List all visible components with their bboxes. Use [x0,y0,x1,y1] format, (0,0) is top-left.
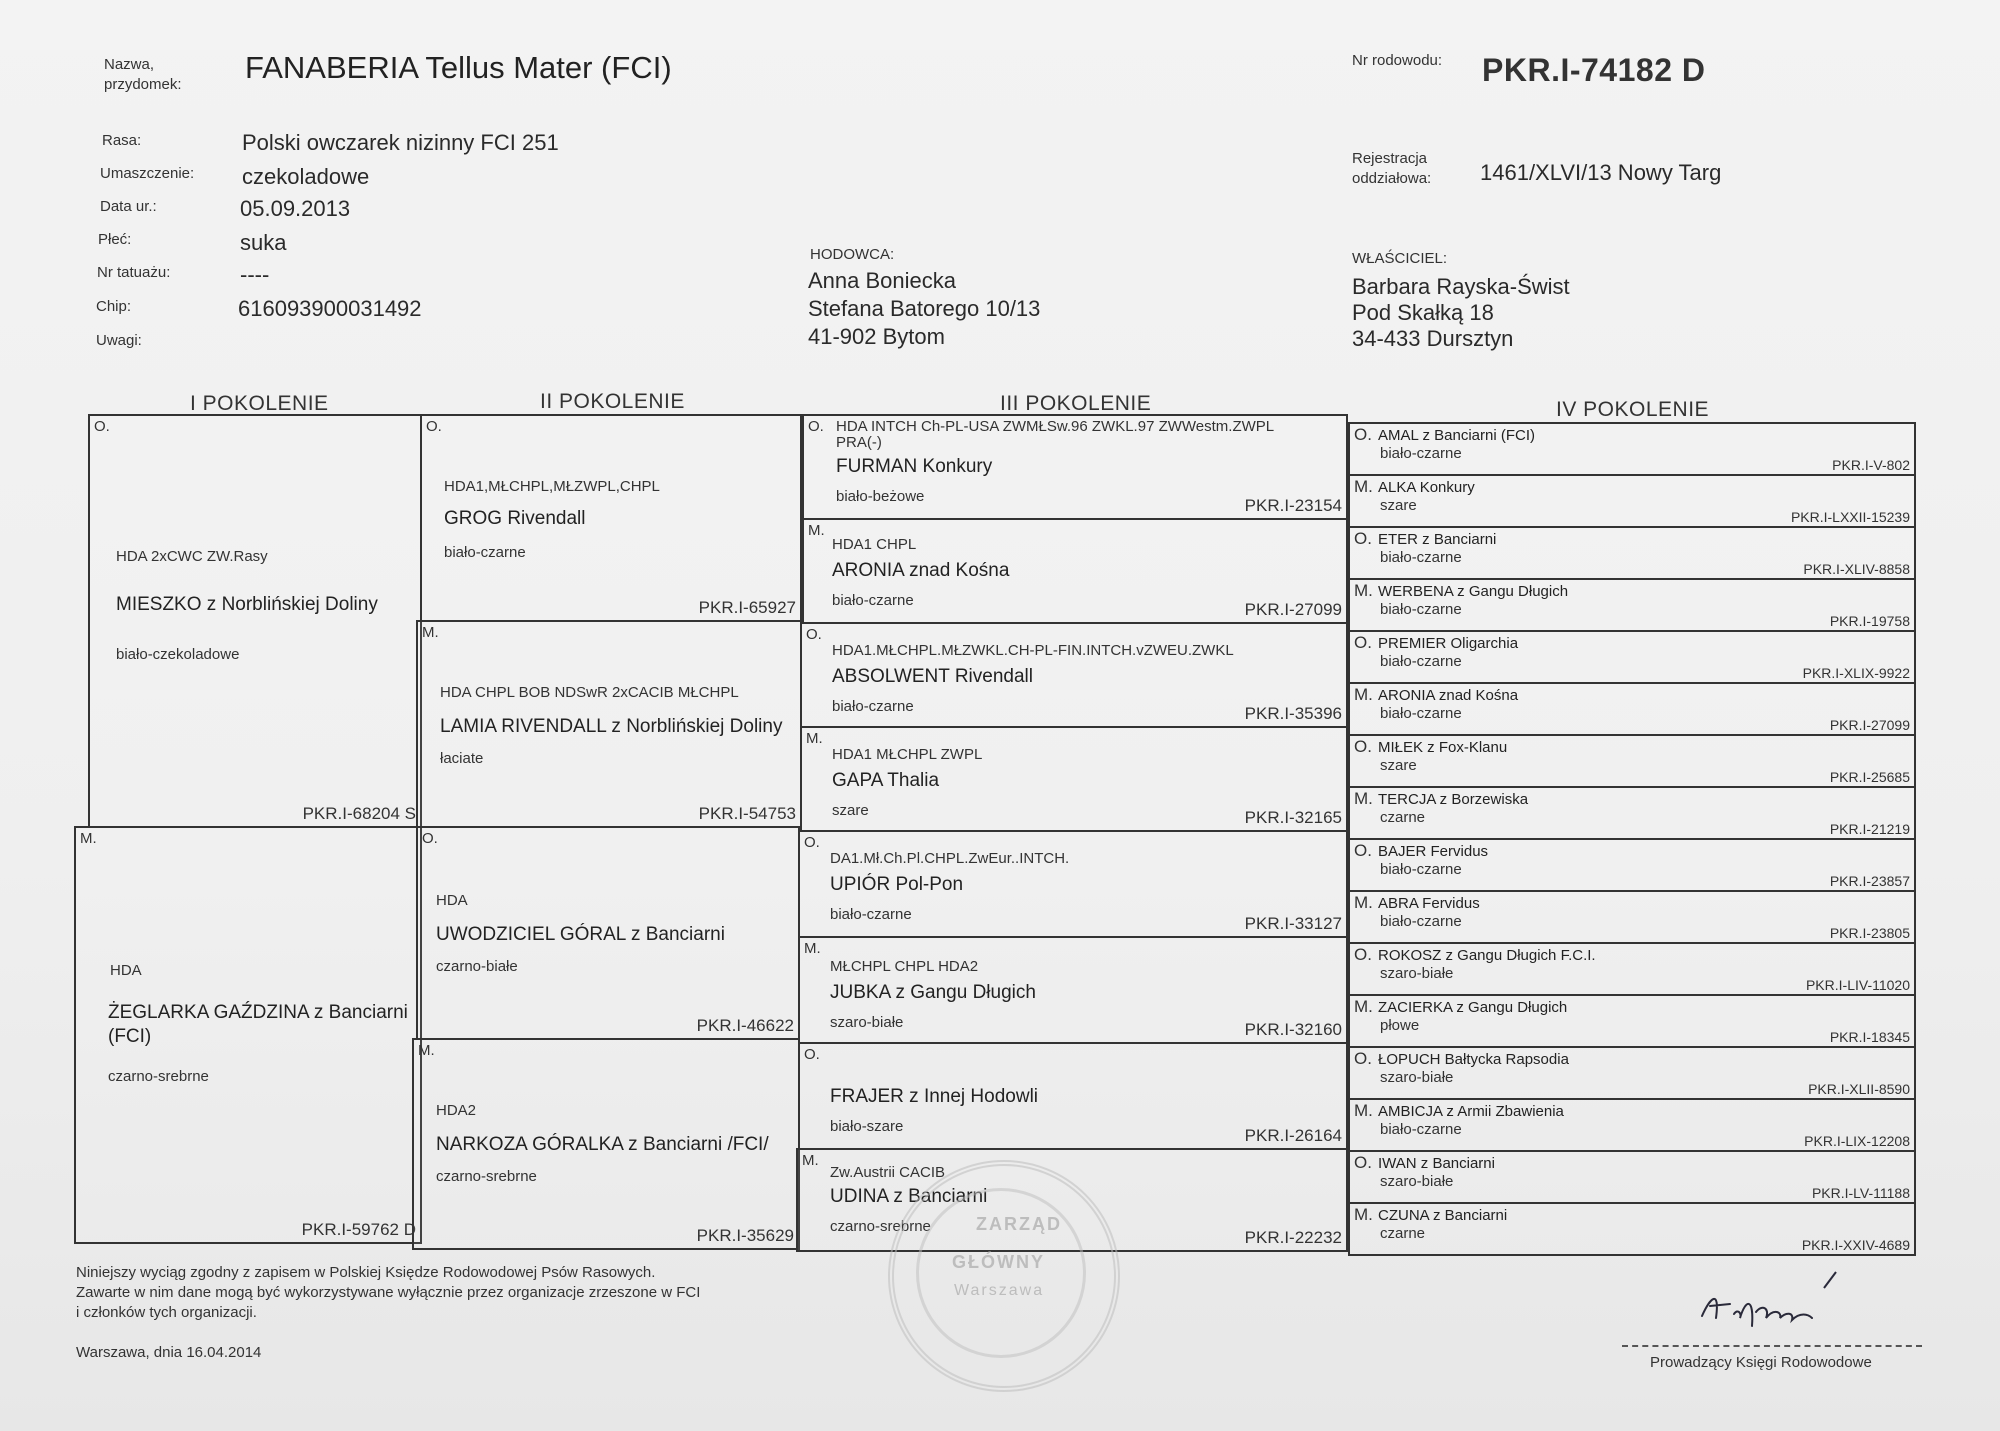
owner-street: Pod Skałką 18 [1352,300,1494,325]
ancestor-color: biało-czarne [832,698,914,715]
ancestor-name: MIŁEK z Fox-Klanu [1378,739,1508,756]
breeder-label: HODOWCA: [810,246,895,263]
gen2-cell-1 [420,414,802,622]
tattoo-label: Nr tatuażu: [97,264,171,281]
ancestor-color: biało-czarne [1380,913,1462,930]
ancestor-registration: PKR.I-54753 [698,804,796,823]
ancestor-name: WERBENA z Gangu Długich [1378,583,1569,600]
ancestor-registration: PKR.I-LV-11188 [1811,1185,1910,1201]
gen4-cell-15 [1348,1150,1916,1204]
ancestor-registration: PKR.I-23857 [1829,873,1910,889]
sex-marker: M. [802,1152,819,1169]
dam-color: czarno-srebrne [108,1068,209,1085]
sex-marker: M. [80,830,97,847]
ancestor-color: szaro-białe [1380,1069,1454,1086]
stamp-text-top: ZARZĄD [976,1214,1062,1234]
sire-registration: PKR.I-68204 S [302,804,416,823]
ancestor-titles: HDA CHPL BOB NDSwR 2xCACIB MŁCHPL [440,684,739,701]
ancestor-name: FURMAN Konkury [836,456,993,477]
sex-marker: M. [1354,581,1373,600]
gen4-cell-7 [1348,734,1916,788]
gen2-cell-2 [416,620,802,828]
ancestor-registration: PKR.I-35396 [1244,704,1342,723]
ancestor-name: LAMIA RIVENDALL z Norblińskiej Doliny [440,716,783,737]
footer-note-1: Niniejszy wyciąg zgodny z zapisem w Polskiej Księdze Rodowodowej Psów Rasowych. [76,1264,656,1281]
ancestor-color: biało-czarne [1380,653,1462,670]
sex-marker: M. [1354,893,1373,912]
ancestor-name: GAPA Thalia [832,770,940,791]
gen4-cell-3 [1348,526,1916,580]
sire-titles: HDA 2xCWC ZW.Rasy [116,548,268,565]
ancestor-registration: PKR.I-18345 [1829,1029,1910,1045]
gen3-cell-3 [800,622,1348,728]
sire-color: biało-czekoladowe [116,646,240,663]
footer-note-3: i członków tych organizacji. [76,1304,257,1321]
footer-note-2: Zawarte w nim dane mogą być wykorzystywane wyłącznie przez organizacje zrzeszone w FCI [76,1284,701,1301]
sex-marker: O. [804,834,820,851]
ancestor-color: szaro-białe [1380,965,1454,982]
sex-marker: M. [1354,477,1373,496]
ancestor-registration: PKR.I-LXXII-15239 [1790,509,1910,525]
pedigree-no-label: Nr rodowodu: [1352,52,1443,69]
dam-name-suffix: (FCI) [108,1026,152,1047]
ancestor-name: GROG Rivendall [444,508,586,529]
ancestor-registration: PKR.I-23154 [1244,496,1342,515]
stamp-text-middle: GŁÓWNY [952,1252,1045,1272]
sex-marker: O. [1354,737,1372,756]
gen4-cell-16 [1348,1202,1916,1256]
ancestor-titles: HDA1 CHPL [832,536,917,553]
sire-name: MIESZKO z Norblińskiej Doliny [116,594,378,615]
ancestor-color: biało-czarne [1380,861,1462,878]
ancestor-titles: MŁCHPL CHPL HDA2 [830,958,979,975]
sex-marker: M. [1354,1205,1373,1224]
ancestor-registration: PKR.I-23805 [1829,925,1910,941]
chip-value: 616093900031492 [238,296,422,321]
ancestor-name: NARKOZA GÓRALKA z Banciarni /FCI/ [436,1134,769,1155]
sex-marker: M. [422,624,439,641]
ancestor-titles: DA1.Mł.Ch.Pl.CHPL.ZwEur..INTCH. [830,850,1070,867]
dam-titles: HDA [110,962,142,979]
ancestor-registration: PKR.I-V-802 [1832,457,1910,473]
ancestor-color: biało-czarne [444,544,526,561]
ancestor-name: ALKA Konkury [1378,479,1475,496]
breeder-street: Stefana Batorego 10/13 [808,296,1041,321]
gen4-cell-8 [1348,786,1916,840]
sex-marker: O. [1354,425,1372,444]
gen4-cell-4 [1348,578,1916,632]
owner-city: 34-433 Dursztyn [1352,326,1514,351]
ancestor-titles: HDA [436,892,468,909]
sex-marker: O. [94,418,110,435]
ancestor-registration: PKR.I-LIV-11020 [1805,977,1910,993]
ancestor-color: czarno-białe [436,958,518,975]
gen3-cell-5 [798,830,1348,938]
ancestor-name: AMBICJA z Armii Zbawienia [1378,1103,1564,1120]
ancestor-color: biało-szare [830,1118,904,1135]
sex-marker: O. [806,626,822,643]
gen4-cell-12 [1348,994,1916,1048]
ancestor-name: ARONIA znad Kośna [1378,687,1519,704]
sex-marker: M. [806,730,823,747]
ancestor-name: IWAN z Banciarni [1378,1155,1495,1172]
sex-marker: M. [1354,997,1373,1016]
ancestor-registration: PKR.I-XXIV-4689 [1801,1237,1910,1253]
ancestor-color: biało-czarne [1380,601,1462,618]
breeder-city: 41-902 Bytom [808,324,945,349]
branch-reg-label-1: Rejestracja [1352,150,1428,167]
sex-marker: M. [1354,789,1373,808]
branch-reg-value: 1461/XLVI/13 Nowy Targ [1480,160,1722,185]
dam-registration: PKR.I-59762 D [301,1220,416,1239]
gen2-cell-4 [412,1038,800,1250]
ancestor-registration: PKR.I-32160 [1244,1020,1342,1039]
ancestor-registration: PKR.I-LIX-12208 [1804,1133,1910,1149]
ancestor-name: ABRA Fervidus [1378,895,1480,912]
ancestor-name: ŁOPUCH Bałtycka Rapsodia [1378,1051,1569,1068]
ancestor-name: UPIÓR Pol-Pon [830,874,964,895]
notes-label: Uwagi: [96,332,142,349]
sex-marker: O. [808,418,824,435]
ancestor-titles: Zw.Austrii CACIB [830,1164,946,1181]
ancestor-titles-cont: PRA(-) [836,434,882,451]
ancestor-name: PREMIER Oligarchia [1378,635,1519,652]
ancestor-color: łaciate [440,750,484,767]
ancestor-name: ABSOLWENT Rivendall [832,666,1033,687]
gen4-cell-14 [1348,1098,1916,1152]
ancestor-registration: PKR.I-22232 [1244,1228,1342,1247]
color-value: czekoladowe [242,164,370,189]
ancestor-registration: PKR.I-XLII-8590 [1808,1081,1910,1097]
ancestor-name: FRAJER z Innej Hodowli [830,1086,1039,1107]
ancestor-name: CZUNA z Banciarni [1378,1207,1508,1224]
sex-marker: O. [1354,529,1372,548]
gen4-cell-2 [1348,474,1916,528]
pedigree-number: PKR.I-74182 D [1482,52,1706,88]
generation-1-header: I POKOLENIE [190,392,329,415]
gen3-cell-4 [800,726,1348,832]
ancestor-titles: HDA2 [436,1102,477,1119]
breed-value: Polski owczarek nizinny FCI 251 [242,130,559,155]
dob-label: Data ur.: [100,198,157,215]
ancestor-color: biało-czarne [832,592,914,609]
ancestor-registration: PKR.I-26164 [1244,1126,1342,1145]
ancestor-color: biało-czarne [830,906,912,923]
gen2-cell-3 [416,826,800,1040]
ancestor-registration: PKR.I-35629 [696,1226,794,1245]
ancestor-color: biało-czarne [1380,1121,1462,1138]
gen3-cell-7 [798,1042,1348,1150]
gen3-cell-1 [802,414,1348,520]
dob-value: 05.09.2013 [240,196,351,221]
gen4-cell-11 [1348,942,1916,996]
ancestor-registration: PKR.I-65927 [698,598,796,617]
ancestor-registration: PKR.I-21219 [1829,821,1910,837]
ancestor-titles: HDA INTCH Ch-PL-USA ZWMŁSw.96 ZWKL.97 ZWWestm.ZWPL [836,418,1275,435]
branch-reg-label-2: oddziałowa: [1352,170,1432,187]
generation-4-header: IV POKOLENIE [1556,398,1710,421]
ancestor-name: ROKOSZ z Gangu Długich F.C.I. [1378,947,1596,964]
sex-marker: O. [1354,945,1372,964]
generation-3-header: III POKOLENIE [1000,392,1152,415]
dog-name: FANABERIA Tellus Mater (FCI) [245,50,672,85]
ancestor-titles: HDA1.MŁCHPL.MŁZWKL.CH-PL-FIN.INTCH.vZWEU.ZWKL [832,642,1234,659]
sex-label: Płeć: [98,231,132,248]
ancestor-color: szare [832,802,869,819]
ancestor-name: ZACIERKA z Gangu Długich [1378,999,1568,1016]
gen3-cell-2 [802,518,1348,624]
signature-line [1622,1345,1922,1347]
gen3-cell-6 [798,936,1348,1044]
ancestor-name: UWODZICIEL GÓRAL z Banciarni [436,924,725,945]
ancestor-name: BAJER Fervidus [1378,843,1489,860]
gen1-sire-cell [88,414,422,828]
ancestor-titles: HDA1,MŁCHPL,MŁZWPL,CHPL [444,478,660,495]
ancestor-registration: PKR.I-XLIV-8858 [1803,561,1910,577]
ancestor-registration: PKR.I-19758 [1829,613,1910,629]
dam-name: ŻEGLARKA GAŹDZINA z Banciarni [108,1002,408,1023]
ancestor-registration: PKR.I-33127 [1244,914,1342,933]
ancestor-name: UDINA z Banciarni [830,1186,988,1207]
ancestor-name: ARONIA znad Kośna [832,560,1010,581]
ancestor-name: TERCJA z Borzewiska [1378,791,1529,808]
color-label: Umaszczenie: [100,165,195,182]
ancestor-color: szare [1380,497,1417,514]
ancestor-color: czarne [1380,1225,1426,1242]
ancestor-color: szaro-białe [1380,1173,1454,1190]
ancestor-registration: PKR.I-46622 [696,1016,794,1035]
issue-date: Warszawa, dnia 16.04.2014 [76,1344,262,1361]
gen4-cell-5 [1348,630,1916,684]
ancestor-color: biało-czarne [1380,445,1462,462]
sex-marker: M. [804,940,821,957]
gen4-cell-13 [1348,1046,1916,1100]
sex-value: suka [240,230,287,255]
gen1-dam-cell [74,826,422,1244]
sex-marker: M. [1354,1101,1373,1120]
ancestor-color: biało-beżowe [836,488,925,505]
owner-label: WŁAŚCICIEL: [1352,250,1448,267]
sex-marker: M. [418,1042,435,1059]
ancestor-color: biało-czarne [1380,705,1462,722]
sex-marker: O. [1354,633,1372,652]
signature-image [1690,1268,1840,1338]
generation-2-header: II POKOLENIE [540,390,685,413]
ancestor-color: szaro-białe [830,1014,904,1031]
ancestor-registration: PKR.I-27099 [1244,600,1342,619]
sex-marker: O. [426,418,442,435]
owner-name: Barbara Rayska-Świst [1352,274,1570,299]
sex-marker: O. [422,830,438,847]
sex-marker: O. [1354,1153,1372,1172]
gen4-cell-10 [1348,890,1916,944]
stamp-text-bottom: Warszawa [954,1282,1045,1299]
name-label-2: przydomek: [104,76,182,93]
gen4-cell-6 [1348,682,1916,736]
embossed-stamp [888,1160,1120,1392]
sex-marker: M. [808,522,825,539]
ancestor-registration: PKR.I-25685 [1829,769,1910,785]
signature-role: Prowadzący Księgi Rodowodowe [1650,1354,1872,1371]
ancestor-color: biało-czarne [1380,549,1462,566]
sex-marker: O. [1354,841,1372,860]
ancestor-color: płowe [1380,1017,1420,1034]
gen4-cell-9 [1348,838,1916,892]
ancestor-registration: PKR.I-27099 [1829,717,1910,733]
ancestor-registration: PKR.I-XLIX-9922 [1802,665,1910,681]
ancestor-name: JUBKA z Gangu Długich [830,982,1036,1003]
ancestor-color: czarno-srebrne [830,1218,931,1235]
sex-marker: M. [1354,685,1373,704]
ancestor-color: czarno-srebrne [436,1168,537,1185]
breeder-name: Anna Boniecka [808,268,956,293]
name-label-1: Nazwa, [104,56,155,73]
ancestor-color: czarne [1380,809,1426,826]
breed-label: Rasa: [102,132,142,149]
sex-marker: O. [804,1046,820,1063]
ancestor-color: szare [1380,757,1417,774]
gen4-cell-1 [1348,422,1916,476]
ancestor-titles: HDA1 MŁCHPL ZWPL [832,746,983,763]
tattoo-value: ---- [240,262,270,287]
ancestor-name: ETER z Banciarni [1378,531,1497,548]
sex-marker: O. [1354,1049,1372,1068]
chip-label: Chip: [96,298,132,315]
ancestor-registration: PKR.I-32165 [1244,808,1342,827]
ancestor-name: AMAL z Banciarni (FCI) [1378,427,1535,444]
